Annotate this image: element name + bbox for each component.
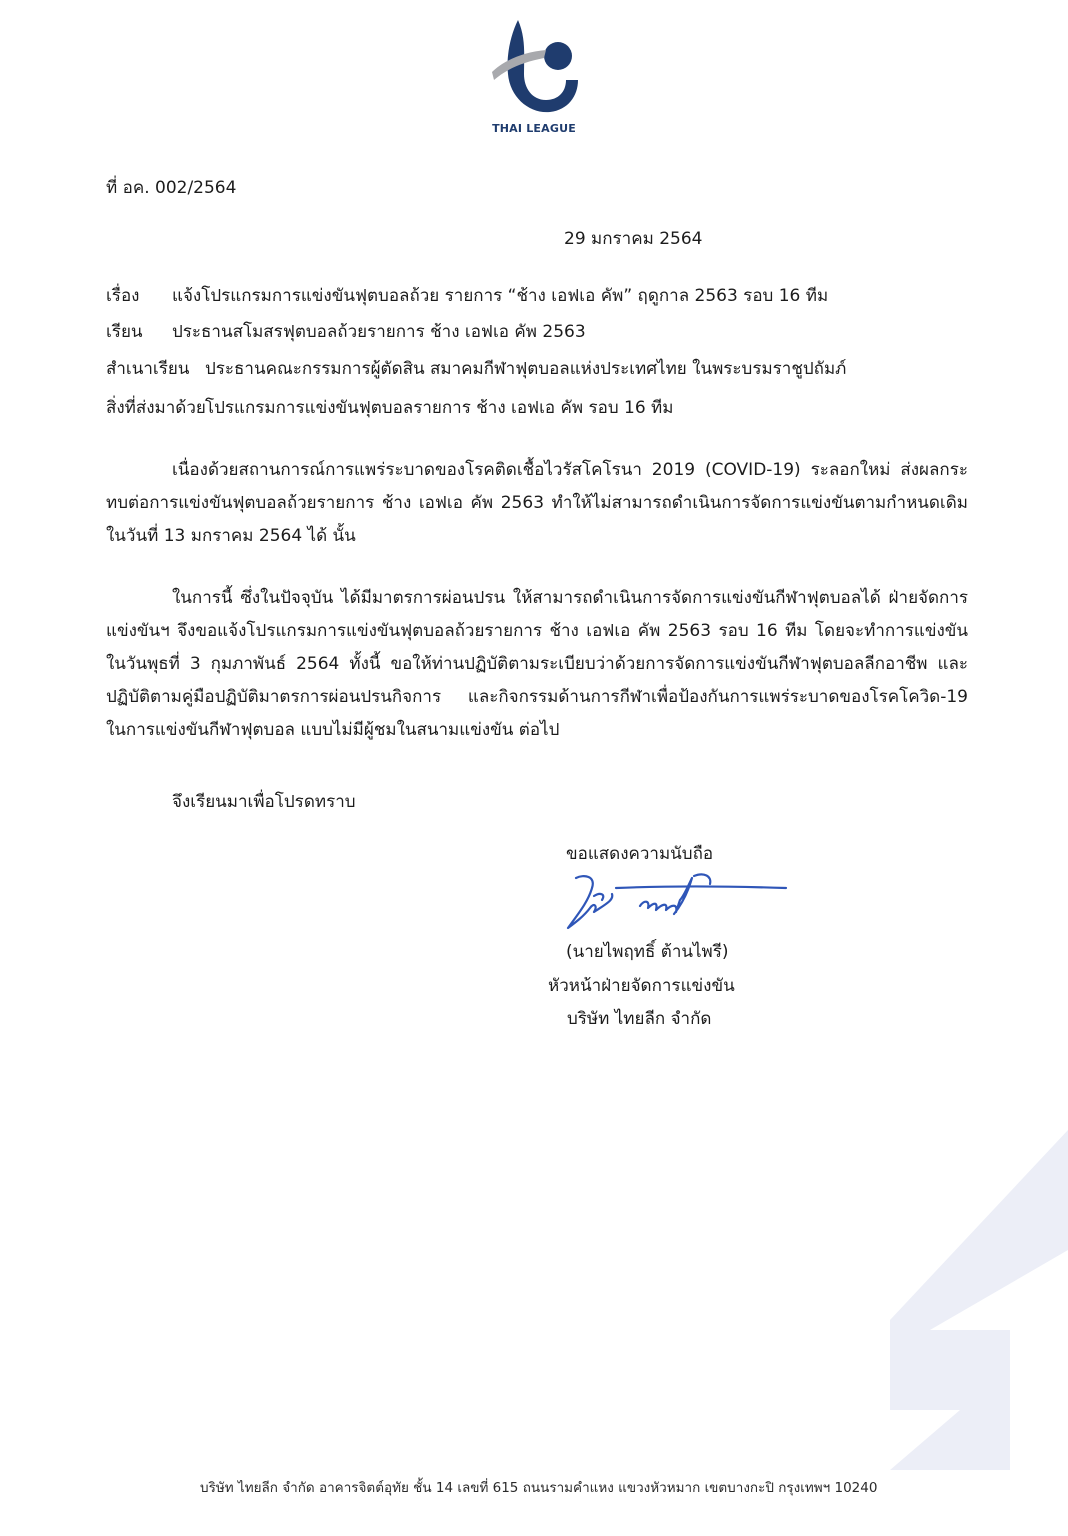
recipient-label: เรียน (106, 322, 143, 342)
subject-row (106, 284, 828, 308)
document-number: ที่ อค. 002/2564 (106, 178, 237, 198)
body-paragraph-1: เนื่องด้วยสถานการณ์การแพร่ระบาดของโรคติดเชื้อไวรัสโคโรนา 2019 (COVID-19) ระลอกใหม่ ส่งผลกระทบต่อการแข่งขันฟุตบอลถ้วยรายการ ช้าง เอฟเอ คัพ 2563 ทำให้ไม่สามารถดำเนินการจัดการแข่งขันตามกำหนดเดิมในวันที่ 13 มกราคม 2564 ได้ นั้น (106, 460, 968, 546)
signatory-company: บริษัท ไทยลีก จำกัด (567, 1009, 712, 1029)
subject-label: เรื่อง (106, 286, 140, 306)
cc-text: ประธานคณะกรรมการผู้ตัดสิน สมาคมกีฬาฟุตบอลแห่งประเทศไทย ในพระบรมราชูปถัมภ์ (205, 359, 847, 379)
cc-row (106, 357, 846, 381)
body-paragraph-2: ในการนี้ ซึ่งในปัจจุบัน ได้มีมาตรการผ่อนปรน ให้สามารถดำเนินการจัดการแข่งขันกีฬาฟุตบอลได้ ฝ่ายจัดการแข่งขันฯ จึงขอแจ้งโปรแกรมการแข่งขันฟุตบอลถ้วยรายการ ช้าง เอฟเอ คัพ 2563 รอบ 16 ทีม โดยจะทำการแข่งขันในวันพุธที่ 3 กุมภาพันธ์ 2564 ทั้งนี้ ขอให้ท่านปฏิบัติตามระเบียบว่าด้วยการจัดการแข่งขันกีฬาฟุตบอลลีกอาชีพ และปฏิบัติตามคู่มือปฏิบัติมาตรการผ่อนปรนกิจการ และกิจกรรมด้านการกีฬาเพื่อป้องกันการแพร่ระบาดของโรคโควิด-19 ในการแข่งขันกีฬาฟุตบอล แบบไม่มีผู้ชมในสนามแข่งขัน ต่อไป (106, 588, 968, 740)
recipient-text: ประธานสโมสรฟุตบอลถ้วยรายการ ช้าง เอฟเอ คัพ 2563 (172, 322, 586, 342)
recipient-row (106, 320, 586, 344)
enclosure-label: สิ่งที่ส่งมาด้วย (106, 398, 206, 418)
handwritten-signature (554, 866, 794, 942)
logo-wordmark: THAI LEAGUE (492, 122, 576, 135)
thai-league-logo (484, 10, 584, 140)
background-watermark (850, 1130, 1068, 1470)
enclosure-text: โปรแกรมการแข่งขันฟุตบอลรายการ ช้าง เอฟเอ คัพ รอบ 16 ทีม (205, 398, 674, 418)
cc-label: สำเนาเรียน (106, 359, 190, 379)
footer-address: บริษัท ไทยลีก จำกัด อาคารจิตต์อุทัย ชั้น 14 เลขที่ 615 ถนนรามคำแหง แขวงหัวหมาก เขตบางกะปิ กรุงเทพฯ 10240 (200, 1480, 878, 1496)
valediction: ขอแสดงความนับถือ (566, 844, 714, 864)
signatory-name: (นายไพฤทธิ์ ต้านไพรี) (566, 942, 729, 962)
subject-text: แจ้งโปรแกรมการแข่งขันฟุตบอลถ้วย รายการ “ช้าง เอฟเอ คัพ” ฤดูกาล 2563 รอบ 16 ทีม (172, 286, 829, 306)
thai-league-logo-mark (484, 10, 584, 125)
signatory-title: หัวหน้าฝ่ายจัดการแข่งขัน (548, 976, 735, 996)
letter-date: 29 มกราคม 2564 (564, 229, 703, 249)
closing-line: จึงเรียนมาเพื่อโปรดทราบ (172, 792, 356, 812)
enclosure-row (106, 396, 673, 420)
